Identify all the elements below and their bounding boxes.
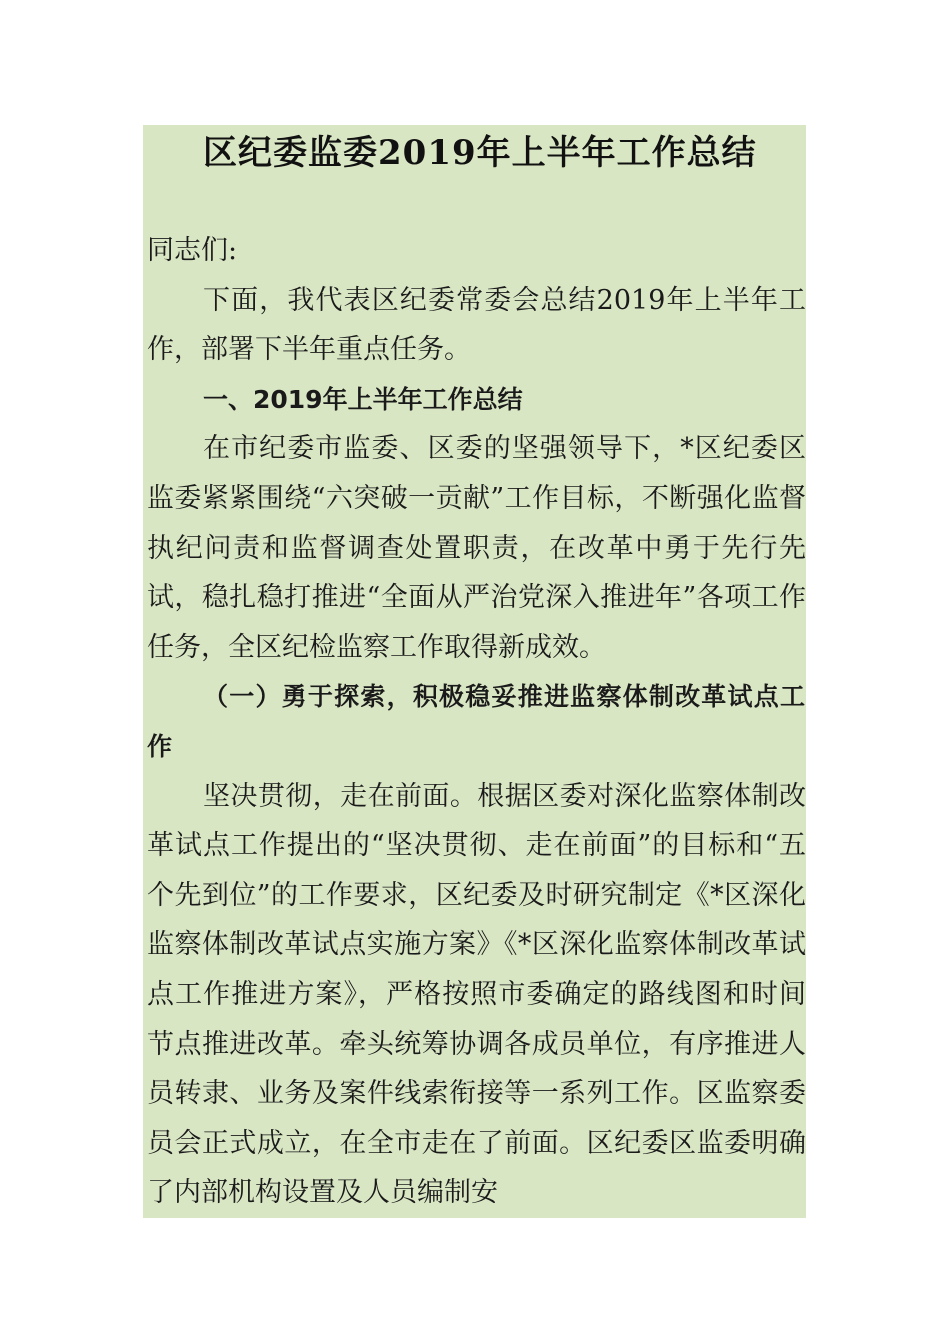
subsection-heading: （一）勇于探索，积极稳妥推进监察体制改革试点工作 — [147, 682, 806, 761]
section-paragraph: 在市纪委市监委、区委的坚强领导下，*区纪委区监委紧紧围绕“六突破一贡献”工作目标，不断强化监督执纪问责和监督调查处置职责，在改革中勇于先行先试，稳扎稳打推进“全面从严治党深入推进年”各项工作任务，全区纪检监察工作取得新成效。 — [147, 433, 806, 663]
section-heading: 一、2019年上半年工作总结 — [203, 384, 523, 414]
document-body — [147, 226, 806, 1218]
subsection-paragraph: 坚决贯彻，走在前面。根据区委对深化监察体制改革试点工作提出的“坚决贯彻、走在前面”的目标和“五个先到位”的工作要求，区纪委及时研究制定《*区深化监察体制改革试点实施方案》《*区深化监察体制改革试点工作推进方案》，严格按照市委确定的路线图和时间节点推进改革。牵头统筹协调各成员单位，有序推进人员转隶、业务及案件线索衔接等一系列工作。区监察委员会正式成立，在全市走在了前面。区纪委区监委明确了内部机构设置及人员编制安 — [147, 780, 806, 1209]
document-content-block — [143, 125, 806, 1218]
intro-paragraph: 下面，我代表区纪委常委会总结2019年上半年工作，部署下半年重点任务。 — [147, 284, 806, 366]
document-title: 区纪委监委2019年上半年工作总结 — [203, 133, 757, 173]
salutation: 同志们: — [147, 235, 238, 266]
